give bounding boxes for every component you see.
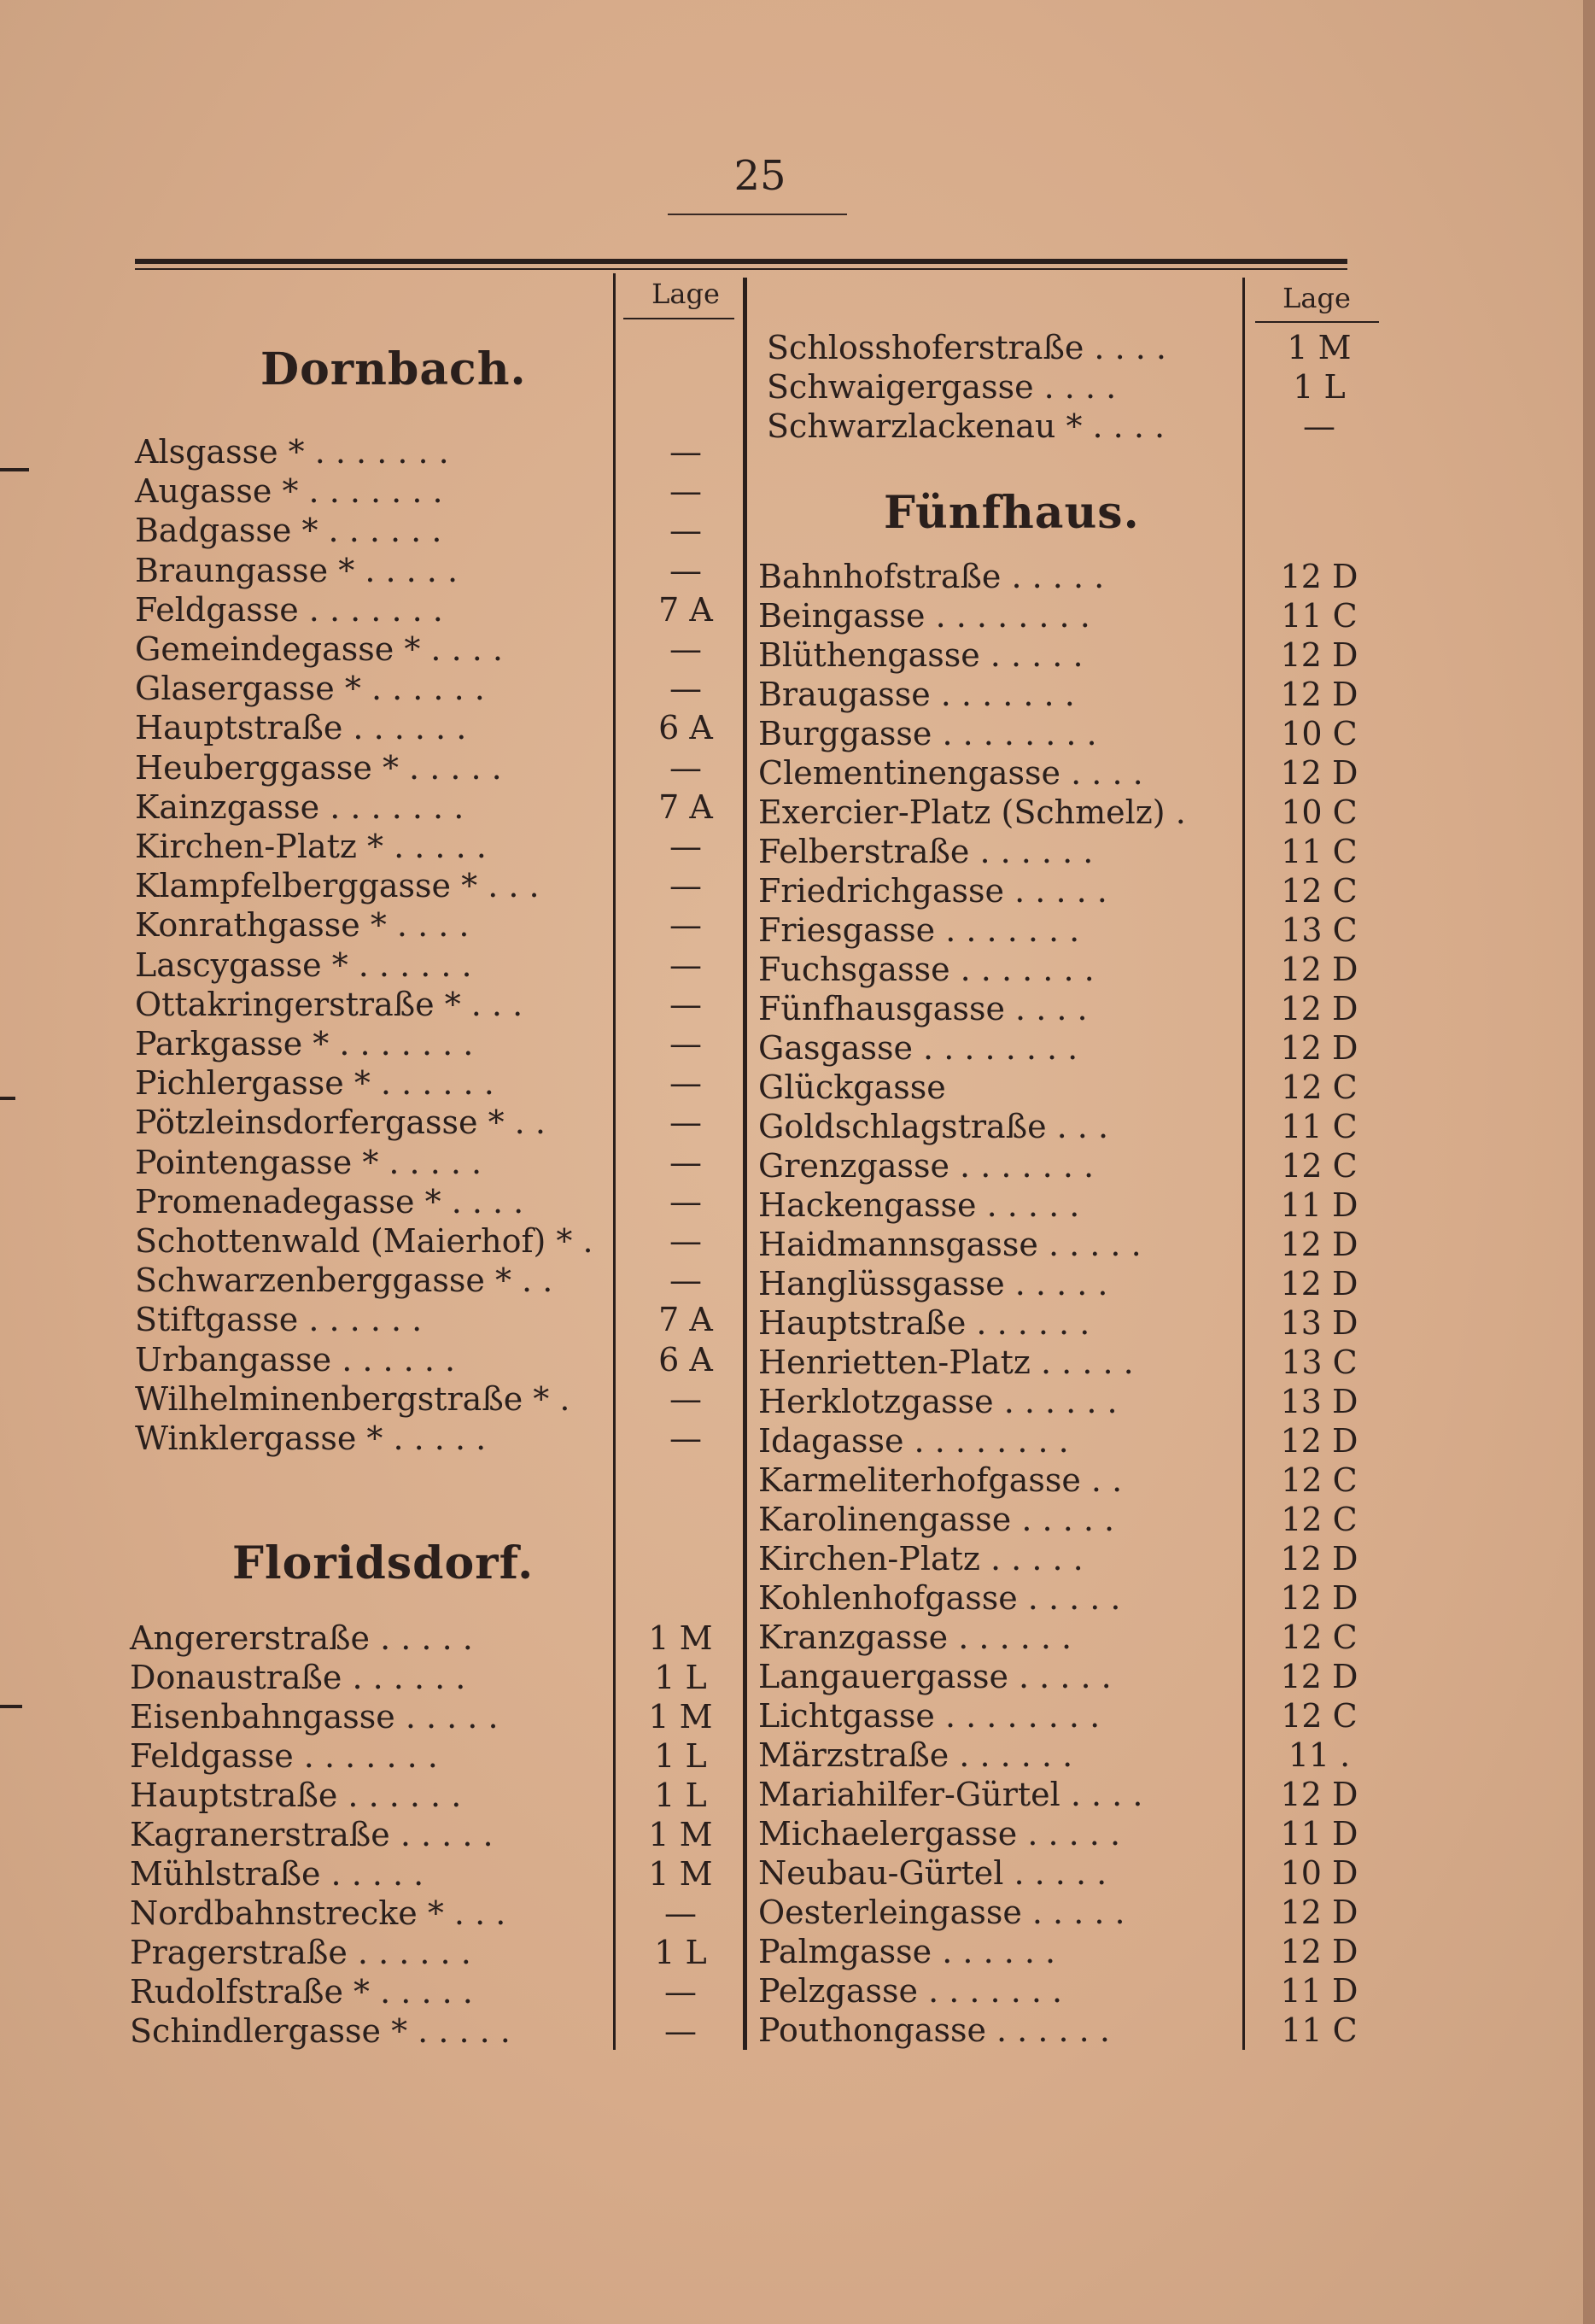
list-row	[135, 1340, 745, 1379]
list-row	[135, 1419, 745, 1458]
list-row	[758, 1814, 1383, 1853]
lage-value: —	[669, 1222, 702, 1260]
street-name: Parkgasse * . . . . . . .	[135, 1025, 474, 1062]
section-title-dornbach: Dornbach.	[260, 343, 527, 395]
street-name: Kagranerstraße . . . . .	[130, 1816, 494, 1853]
street-name: Alsgasse * . . . . . . .	[135, 433, 449, 471]
lage-value: 12 D	[1280, 1658, 1358, 1695]
street-name: Glasergasse * . . . . . .	[135, 670, 485, 708]
street-name: Blüthengasse . . . . .	[758, 636, 1084, 674]
list-row	[758, 871, 1383, 910]
lage-value: —	[669, 1143, 702, 1181]
lage-value: 12 D	[1280, 558, 1358, 595]
street-name: Märzstraße . . . . . .	[758, 1736, 1073, 1774]
lage-value: —	[669, 670, 702, 708]
lage-value: 12 C	[1281, 1461, 1358, 1499]
street-name: Clementinengasse . . . .	[758, 754, 1143, 792]
lage-value: 6 A	[658, 709, 713, 747]
lage-value: —	[664, 2012, 697, 2050]
lage-value: —	[669, 512, 702, 550]
list-row	[135, 551, 745, 590]
street-name: Karolinengasse . . . . .	[758, 1501, 1115, 1538]
street-name: Pragerstraße . . . . . .	[130, 1934, 471, 1971]
section-title-fuenfhaus: Fünfhaus.	[884, 487, 1140, 539]
list-row	[135, 471, 745, 511]
list-row	[758, 1578, 1383, 1618]
street-name: Angererstraße . . . . .	[130, 1619, 473, 1657]
lage-value: 13 D	[1280, 1383, 1358, 1420]
street-name: Karmeliterhofgasse . .	[758, 1461, 1123, 1499]
margin-mark	[0, 468, 29, 471]
lage-value: 6 A	[658, 1340, 713, 1379]
lage-value: 11 C	[1281, 833, 1358, 870]
list-row	[758, 1146, 1383, 1185]
lage-value: —	[1303, 407, 1335, 445]
lage-value: —	[669, 1262, 702, 1300]
street-name: Schindlergasse * . . . . .	[130, 2012, 511, 2050]
list-row	[135, 985, 745, 1024]
street-name: Braugasse . . . . . . .	[758, 676, 1075, 713]
street-name: Haidmannsgasse . . . . .	[758, 1226, 1142, 1263]
street-name: Badgasse * . . . . . .	[135, 512, 442, 550]
street-name: Palmgasse . . . . . .	[758, 1933, 1056, 1970]
list-row	[130, 2011, 740, 2051]
lage-value: 12 C	[1281, 1697, 1358, 1735]
lage-value: —	[669, 906, 702, 945]
lage-value: 12 C	[1281, 1501, 1358, 1538]
lage-value: —	[669, 433, 702, 471]
list-row	[767, 367, 1383, 407]
list-row	[758, 1539, 1383, 1578]
lage-value: 1 L	[1293, 368, 1346, 406]
list-row	[758, 596, 1383, 635]
list-row	[758, 1382, 1383, 1421]
lage-value: 7 A	[658, 787, 713, 826]
street-name: Langauergasse . . . . .	[758, 1658, 1112, 1695]
lage-value: 11 D	[1280, 1815, 1358, 1853]
list-row	[758, 753, 1383, 793]
list-row	[135, 827, 745, 866]
lage-value: 12 D	[1280, 951, 1358, 988]
list-row	[130, 1854, 740, 1894]
lage-value: 10 C	[1281, 793, 1358, 831]
street-name: Braungasse * . . . . .	[135, 551, 459, 589]
street-name: Grenzgasse . . . . . . .	[758, 1147, 1095, 1185]
list-row	[135, 1024, 745, 1063]
list-row	[758, 950, 1383, 989]
street-name: Kranzgasse . . . . . .	[758, 1619, 1072, 1656]
list-row	[758, 557, 1383, 596]
top-rule	[135, 259, 1347, 264]
left-lage-header-rule	[623, 318, 734, 319]
list-row	[130, 1697, 740, 1736]
street-name: Stiftgasse . . . . . .	[135, 1301, 423, 1339]
lage-value: 12 D	[1280, 1933, 1358, 1970]
list-row	[758, 1893, 1383, 1932]
lage-value: 12 D	[1280, 990, 1358, 1027]
list-row	[758, 2011, 1383, 2050]
list-row	[130, 1933, 740, 1972]
list-row	[135, 708, 745, 747]
lage-value: 12 D	[1280, 1894, 1358, 1931]
street-name: Pointengasse * . . . . .	[135, 1143, 482, 1181]
list-row	[758, 675, 1383, 714]
lage-value: —	[664, 1973, 697, 2011]
page-edge	[1583, 0, 1595, 2324]
street-name: Schwarzenberggasse * . .	[135, 1262, 553, 1300]
lage-value: 11 C	[1281, 2011, 1358, 2049]
lage-value: —	[669, 748, 702, 787]
list-row	[758, 1736, 1383, 1775]
street-name: Nordbahnstrecke * . . .	[130, 1894, 506, 1932]
list-row	[135, 1063, 745, 1103]
lage-value: 10 D	[1280, 1854, 1358, 1892]
list-row	[758, 989, 1383, 1028]
list-row	[135, 590, 745, 629]
street-name: Pichlergasse * . . . . . .	[135, 1064, 494, 1103]
street-name: Augasse * . . . . . . .	[135, 472, 443, 511]
lage-value: —	[669, 1064, 702, 1103]
list-row	[130, 1894, 740, 1933]
lage-value: 1 L	[654, 1659, 707, 1696]
street-name: Gemeindegasse * . . . .	[135, 630, 503, 668]
list-row	[758, 1932, 1383, 1971]
street-name: Burggasse . . . . . . . .	[758, 715, 1097, 752]
lage-value: —	[669, 1379, 702, 1418]
list-row	[767, 407, 1383, 446]
list-row	[135, 905, 745, 945]
lage-value: 13 D	[1280, 1304, 1358, 1342]
street-name: Winklergasse * . . . . .	[135, 1420, 487, 1457]
street-name: Konrathgasse * . . . .	[135, 906, 470, 945]
street-name: Gasgasse . . . . . . . .	[758, 1029, 1078, 1067]
lage-value: 13 C	[1281, 1343, 1358, 1381]
lage-value: 12 D	[1280, 1265, 1358, 1302]
list-row	[135, 1221, 745, 1261]
lage-value: 1 M	[648, 1816, 713, 1853]
list-row	[130, 1776, 740, 1815]
lage-value: —	[669, 551, 702, 589]
lage-value: 12 D	[1280, 1540, 1358, 1578]
lage-value: 11 C	[1281, 597, 1358, 635]
list-row	[758, 1853, 1383, 1893]
street-name: Lascygasse * . . . . . .	[135, 945, 472, 984]
street-name: Klampfelberggasse * . . .	[135, 867, 540, 905]
list-row	[758, 910, 1383, 950]
list-row	[758, 1107, 1383, 1146]
lage-value: —	[669, 1025, 702, 1062]
street-name: Kohlenhofgasse . . . . .	[758, 1579, 1121, 1617]
lage-value: 1 M	[1287, 329, 1352, 366]
section-title-floridsdorf: Floridsdorf.	[232, 1537, 535, 1589]
list-row	[135, 1143, 745, 1182]
street-name: Pötzleinsdorfergasse * . .	[135, 1103, 546, 1142]
street-name: Schottenwald (Maierhof) * .	[135, 1222, 593, 1260]
right-lage-header: Lage	[1282, 282, 1351, 314]
margin-mark	[0, 1705, 22, 1708]
list-row	[135, 945, 745, 985]
lage-value: 11 D	[1280, 1186, 1358, 1224]
street-name: Hauptstraße . . . . . .	[135, 709, 467, 747]
lage-value: —	[664, 1894, 697, 1932]
lage-value: —	[669, 867, 702, 905]
street-name: Goldschlagstraße . . .	[758, 1108, 1109, 1145]
lage-value: 12 D	[1280, 1029, 1358, 1067]
lage-value: 7 A	[658, 590, 713, 629]
street-name: Kainzgasse . . . . . . .	[135, 787, 464, 826]
left-lage-header: Lage	[651, 278, 720, 310]
list-row	[758, 1461, 1383, 1500]
lage-value: 12 C	[1281, 1619, 1358, 1656]
street-name: Hauptstraße . . . . . .	[758, 1304, 1090, 1342]
street-name: Oesterleingasse . . . . .	[758, 1894, 1125, 1931]
list-row	[758, 1343, 1383, 1382]
list-row	[135, 1379, 745, 1419]
street-name: Felberstraße . . . . . .	[758, 833, 1094, 870]
page-number: 25	[733, 152, 786, 200]
list-row	[130, 1619, 740, 1658]
list-row	[130, 1736, 740, 1776]
lage-value: 12 C	[1281, 1147, 1358, 1185]
lage-value: 12 C	[1281, 1068, 1358, 1106]
list-row	[130, 1972, 740, 2011]
list-row	[135, 669, 745, 708]
lage-value: —	[669, 1103, 702, 1142]
street-name: Friedrichgasse . . . . .	[758, 872, 1107, 910]
lage-value: 10 C	[1281, 715, 1358, 752]
lage-value: 12 D	[1280, 1226, 1358, 1263]
list-row	[135, 432, 745, 471]
street-name: Exercier-Platz (Schmelz) .	[758, 793, 1186, 831]
list-row	[758, 1971, 1383, 2011]
lage-value: 12 D	[1280, 1422, 1358, 1460]
lage-value: 12 D	[1280, 1579, 1358, 1617]
lage-value: 11 D	[1280, 1972, 1358, 2010]
list-row	[758, 1185, 1383, 1225]
lage-value: 1 L	[654, 1934, 707, 1971]
list-row	[135, 629, 745, 669]
lage-value: 1 L	[654, 1737, 707, 1775]
street-name: Pelzgasse . . . . . . .	[758, 1972, 1063, 2010]
list-row	[135, 1300, 745, 1339]
list-row	[758, 1068, 1383, 1107]
right-lage-header-rule	[1255, 321, 1379, 323]
lage-value: 11 .	[1288, 1736, 1351, 1774]
lage-value: —	[669, 472, 702, 511]
lage-value: —	[669, 828, 702, 865]
street-name: Hanglüssgasse . . . . .	[758, 1265, 1108, 1302]
street-name: Donaustraße . . . . . .	[130, 1659, 466, 1696]
list-row	[135, 1261, 745, 1300]
list-row	[758, 1264, 1383, 1303]
street-name: Rudolfstraße * . . . . .	[130, 1973, 473, 2011]
street-name: Idagasse . . . . . . . .	[758, 1422, 1069, 1460]
lage-value: 12 D	[1280, 676, 1358, 713]
list-row	[135, 1103, 745, 1142]
street-name: Beingasse . . . . . . . .	[758, 597, 1090, 635]
street-name: Wilhelminenbergstraße * .	[135, 1379, 570, 1418]
street-name: Eisenbahngasse . . . . .	[130, 1698, 499, 1736]
lage-value: —	[669, 630, 702, 668]
list-row	[758, 1500, 1383, 1539]
street-name: Mariahilfer-Gürtel . . . .	[758, 1776, 1143, 1813]
street-name: Hauptstraße . . . . . .	[130, 1777, 462, 1814]
list-row	[130, 1658, 740, 1697]
street-name: Kirchen-Platz * . . . . .	[135, 828, 487, 865]
list-row	[758, 1225, 1383, 1264]
list-row	[135, 511, 745, 550]
street-name: Fünfhausgasse . . . .	[758, 990, 1088, 1027]
street-name: Schwarzlackenau * . . . .	[767, 407, 1166, 445]
lage-value: —	[669, 985, 702, 1023]
lage-value: —	[669, 1420, 702, 1457]
list-row	[135, 787, 745, 827]
lage-value: 1 L	[654, 1777, 707, 1814]
street-name: Friesgasse . . . . . . .	[758, 911, 1080, 949]
lage-value: 12 C	[1281, 872, 1358, 910]
list-row	[130, 1815, 740, 1854]
street-name: Lichtgasse . . . . . . . .	[758, 1697, 1101, 1735]
street-name: Pouthongasse . . . . . .	[758, 2011, 1110, 2049]
street-name: Promenadegasse * . . . .	[135, 1182, 524, 1221]
street-name: Glückgasse	[758, 1068, 946, 1106]
lage-value: 11 C	[1281, 1108, 1358, 1145]
list-row	[758, 1696, 1383, 1736]
street-name: Heuberggasse * . . . . .	[135, 748, 502, 787]
street-name: Henrietten-Platz . . . . .	[758, 1343, 1134, 1381]
list-row	[758, 1303, 1383, 1343]
list-row	[135, 866, 745, 905]
list-row	[758, 1618, 1383, 1657]
list-row	[135, 748, 745, 787]
lage-value: 1 M	[648, 1619, 713, 1657]
street-name: Fuchsgasse . . . . . . .	[758, 951, 1095, 988]
street-name: Neubau-Gürtel . . . . .	[758, 1854, 1107, 1892]
list-row	[758, 1421, 1383, 1461]
street-name: Michaelergasse . . . . .	[758, 1815, 1121, 1853]
lage-value: 7 A	[658, 1301, 713, 1339]
list-row	[758, 1657, 1383, 1696]
list-row	[758, 793, 1383, 832]
page-number-rule	[668, 214, 847, 215]
lage-value: 1 M	[648, 1698, 713, 1736]
street-name: Hackengasse . . . . .	[758, 1186, 1080, 1224]
street-name: Bahnhofstraße . . . . .	[758, 558, 1105, 595]
lage-value: —	[669, 945, 702, 984]
street-name: Feldgasse . . . . . . .	[130, 1737, 438, 1775]
street-name: Schwaigergasse . . . .	[767, 368, 1117, 406]
lage-value: 12 D	[1280, 1776, 1358, 1813]
street-name: Ottakringerstraße * . . .	[135, 985, 523, 1023]
street-name: Kirchen-Platz . . . . .	[758, 1540, 1084, 1578]
street-name: Mühlstraße . . . . .	[130, 1855, 424, 1893]
list-row	[758, 1028, 1383, 1068]
lage-value: 13 C	[1281, 911, 1358, 949]
lage-value: 12 D	[1280, 636, 1358, 674]
list-row	[758, 714, 1383, 753]
lage-value: —	[669, 1182, 702, 1221]
street-name: Herklotzgasse . . . . . .	[758, 1383, 1118, 1420]
margin-mark	[0, 1097, 15, 1100]
lage-value: 12 D	[1280, 754, 1358, 792]
street-name: Urbangasse . . . . . .	[135, 1340, 456, 1379]
list-row	[135, 1182, 745, 1221]
list-row	[758, 1775, 1383, 1814]
lage-value: 1 M	[648, 1855, 713, 1893]
street-name: Schlosshoferstraße . . . .	[767, 329, 1166, 366]
list-row	[758, 635, 1383, 675]
list-row	[758, 832, 1383, 871]
top-rule-thin	[135, 268, 1347, 270]
list-row	[767, 328, 1383, 367]
street-name: Feldgasse . . . . . . .	[135, 590, 443, 629]
